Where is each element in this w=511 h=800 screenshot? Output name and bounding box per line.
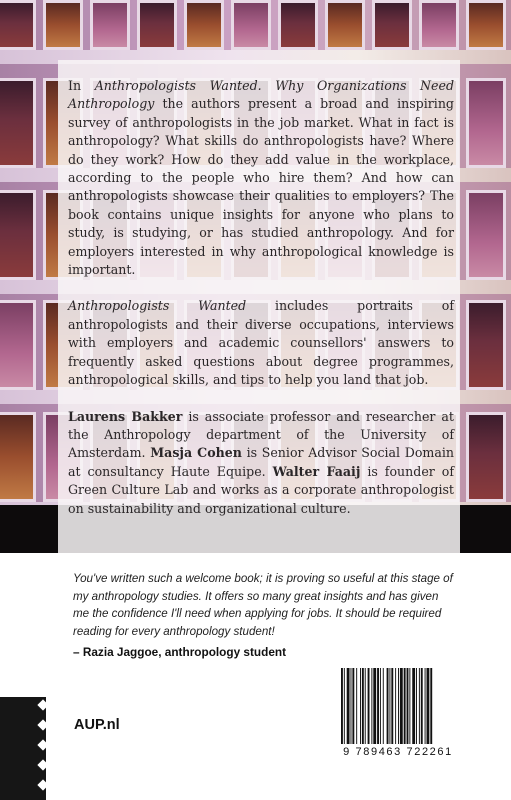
barcode-bar: [360, 668, 361, 744]
facade-window: [278, 0, 318, 50]
barcode-icon: [339, 668, 459, 748]
barcode-bar: [395, 668, 396, 744]
facade-window: [466, 0, 506, 50]
barcode-bar: [365, 668, 366, 744]
barcode-bar: [404, 668, 406, 744]
barcode-bar: [377, 668, 379, 744]
facade-window: [466, 300, 506, 390]
facade-window: [466, 190, 506, 280]
barcode-bar: [416, 668, 417, 744]
blurb-p1-intro: In: [68, 78, 95, 93]
author-bio-faaij: is founder of Green Culture Lab and works as a corporate anthropologist on sustainability and organizational culture.: [68, 463, 454, 516]
barcode-bar: [362, 668, 364, 744]
barcode-bar: [351, 668, 352, 744]
author-bios: [68, 408, 454, 518]
facade-window: [90, 0, 130, 50]
facade-window: [372, 0, 412, 50]
facade-window: [0, 78, 36, 168]
facade-window: [0, 412, 36, 502]
barcode-bar: [407, 668, 409, 744]
barcode-bar: [356, 668, 357, 744]
barcode-bar: [371, 668, 372, 744]
facade-window: [466, 412, 506, 502]
barcode-bar: [425, 668, 426, 744]
facade-window: [0, 190, 36, 280]
author-bio-cohen: is Senior Advisor Social Domain at consultancy Haute Equipe.: [68, 445, 454, 479]
facade-window: [184, 0, 224, 50]
blurb: [68, 77, 454, 536]
barcode-bar: [391, 668, 393, 744]
barcode-bar: [344, 668, 345, 744]
book-title-italic-2: Anthropologists Wanted: [68, 298, 247, 314]
barcode-bar: [380, 668, 381, 744]
testimonial-attribution: – Razia Jaggoe, anthropology student: [73, 645, 287, 659]
isbn-number: 9 789463 722261: [343, 746, 453, 758]
facade-window: [0, 0, 36, 50]
barcode-bar: [409, 668, 410, 744]
facade-window: [466, 78, 506, 168]
barcode-bar: [400, 668, 403, 744]
book-title-italic: Anthropologists Wanted. Why Organizations Need Anthropology: [68, 78, 455, 112]
author-name-cohen: Masja Cohen: [150, 445, 242, 461]
publisher-tab-mark: [0, 697, 46, 800]
barcode-bar: [430, 668, 432, 744]
barcode-bar: [427, 668, 430, 744]
barcode-bar: [389, 668, 390, 744]
barcode-bar: [368, 668, 370, 744]
barcode-bar: [421, 668, 423, 744]
facade-window: [0, 300, 36, 390]
barcode-bar: [398, 668, 399, 744]
facade-window: [325, 0, 365, 50]
barcode-bar: [412, 668, 415, 744]
blurb-paragraph-1: [68, 77, 454, 279]
barcode-bar: [373, 668, 376, 744]
blurb-p1-text: the authors present a broad and inspiring survey of anthropologists in the job market. What in fact is anthropology? What skills do anthropologists have? Where do they work? How do they add value in the workplace, according to the people who hire them? And how can anthropologists showcase their qualities to employers? The book contains unique insights for anyone who plans to study, is studying, or has studied anthropology. And for employers interested in why anthropological knowledge is important.: [68, 96, 454, 278]
facade-window: [43, 0, 83, 50]
author-name-bakker: Laurens Bakker: [68, 408, 183, 424]
barcode-bar: [352, 668, 354, 744]
blurb-p2-text: includes portraits of anthropologists and their diverse occupations, interviews with employers and academic counsellors' answers to frequently asked questions about degree programmes, anthropological skills, and tips to help you land that job.: [68, 298, 455, 388]
barcode-bar: [347, 668, 350, 744]
barcode-bar: [341, 668, 343, 744]
blurb-paragraph-2: [68, 297, 454, 389]
barcode-bar: [387, 668, 389, 744]
testimonial-quote: You've written such a welcome book; it is proving so useful at this stage of my anthropology studies. It offers so many great insights and has given me the confidence I'll need when applying for jobs. It should be required reading for every anthropology student!: [73, 572, 453, 638]
facade-window: [419, 0, 459, 50]
author-bio-bakker: is associate professor and researcher at the Anthropology department of the University of Amsterdam.: [68, 408, 454, 461]
barcode-bar: [419, 668, 420, 744]
author-name-faaij: Walter Faaij: [272, 463, 361, 479]
facade-window: [231, 0, 271, 50]
facade-window: [137, 0, 177, 50]
publisher-url[interactable]: AUP.nl: [74, 717, 120, 733]
barcode-bar: [383, 668, 384, 744]
